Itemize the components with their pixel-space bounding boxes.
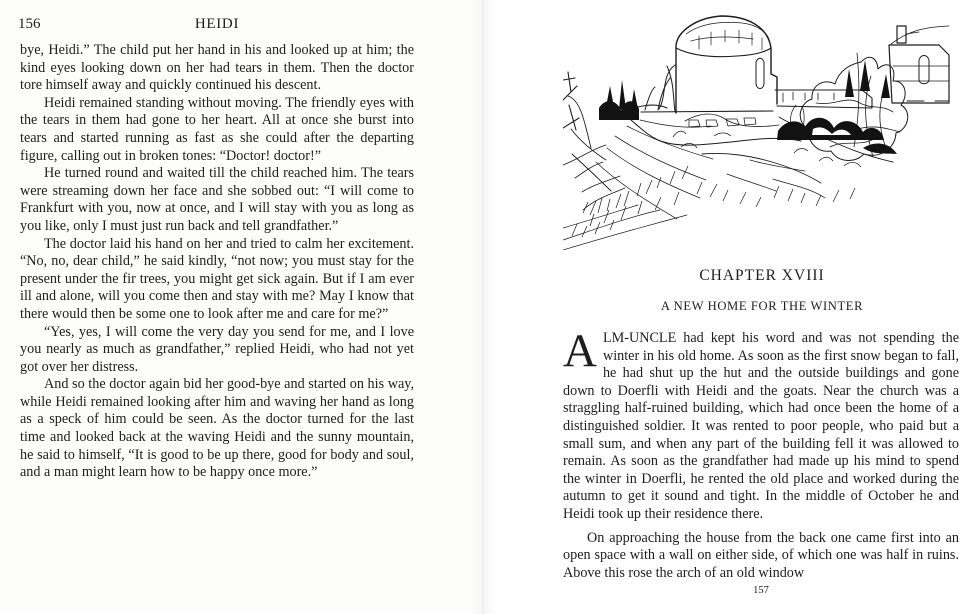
right-paragraph: On approaching the house from the back one came first into an open space with a wall on either side, of which one was half in ruins. Above this rose the arch of an old window	[563, 529, 959, 581]
running-title: HEIDI	[194, 16, 240, 32]
left-paragraph: And so the doctor again bid her good-bye and started on his way, while Heidi remained looking after him and waving her hand as long as a speck of him could be seen. As the doctor turned for the last time and looked back at the waving Heidi and the sunny mountain, he said to himself, “It is good to be up there, good for body and soul, and a man might learn how to be happy once more.”	[20, 376, 414, 481]
opening-paragraph	[563, 325, 959, 524]
opening-paragraph-text: LM-UNCLE had kept his word and was not spending the winter in his old home. As soon as the first snow began to fall, he had shut up the hut and the outside buildings and gone down to Doerfli with Heidi and the goats. Near the church was a straggling half-ruined building, which had once been the home of a distinguished soldier. It was rented to poor people, who paid but a small sum, and when any part of the building fell it was allowed to remain. As soon as the grandfather had made up his mind to spend the winter in Doerfli, he rented the old place and worked during the autumn to get it sound and tight. In the middle of October he and Heidi took up their residence there.	[563, 330, 959, 522]
left-paragraph: The doctor laid his hand on her and tried to calm her excitement. “No, no, dear child,” he said kindly, “not now; you must stay for the present under the fir trees, you might get sick again. But if I am ever ill and alone, will you come then and stay with me? May I know that there would then be some one to look after me and care for me?”	[20, 235, 414, 322]
left-paragraph: Heidi remained standing without moving. The friendly eyes with the tears in them had gone to her heart. All at once she burst into tears and started running as fast as she could after the departing figure, calling out in broken tones: “Doctor! doctor!”	[20, 94, 414, 164]
right-page-number: 157	[753, 585, 769, 596]
left-paragraph: He turned round and waited till the child reached him. The tears were streaming down her face and she sobbed out: “I will come to Frankfurt with you, now at once, and I will stay with you as long as you like, only I must just run back and tell grandfather.”	[20, 165, 414, 234]
chapter-subtitle: A NEW HOME FOR THE WINTER	[660, 299, 864, 313]
left-page-number: 156	[18, 16, 41, 32]
chapter-title: CHAPTER XVIII	[699, 267, 825, 284]
drop-cap: A	[563, 325, 597, 377]
left-page	[0, 0, 479, 614]
left-paragraph: “Yes, yes, I will come the very day you send for me, and I love you nearly as much as grandfather,” replied Heidi, who had not yet got over her distress.	[20, 323, 414, 375]
right-body-text	[563, 325, 959, 582]
left-paragraph: bye, Heidi.” The child put her hand in his and looked up at him; the kind eyes looking down on her had tears in them. Then the doctor tore himself away and quickly continued his descent.	[20, 42, 414, 94]
ruined-tower-landscape-illustration	[563, 8, 959, 250]
left-body-text	[20, 42, 414, 482]
running-head	[18, 14, 416, 36]
right-page	[487, 0, 966, 614]
